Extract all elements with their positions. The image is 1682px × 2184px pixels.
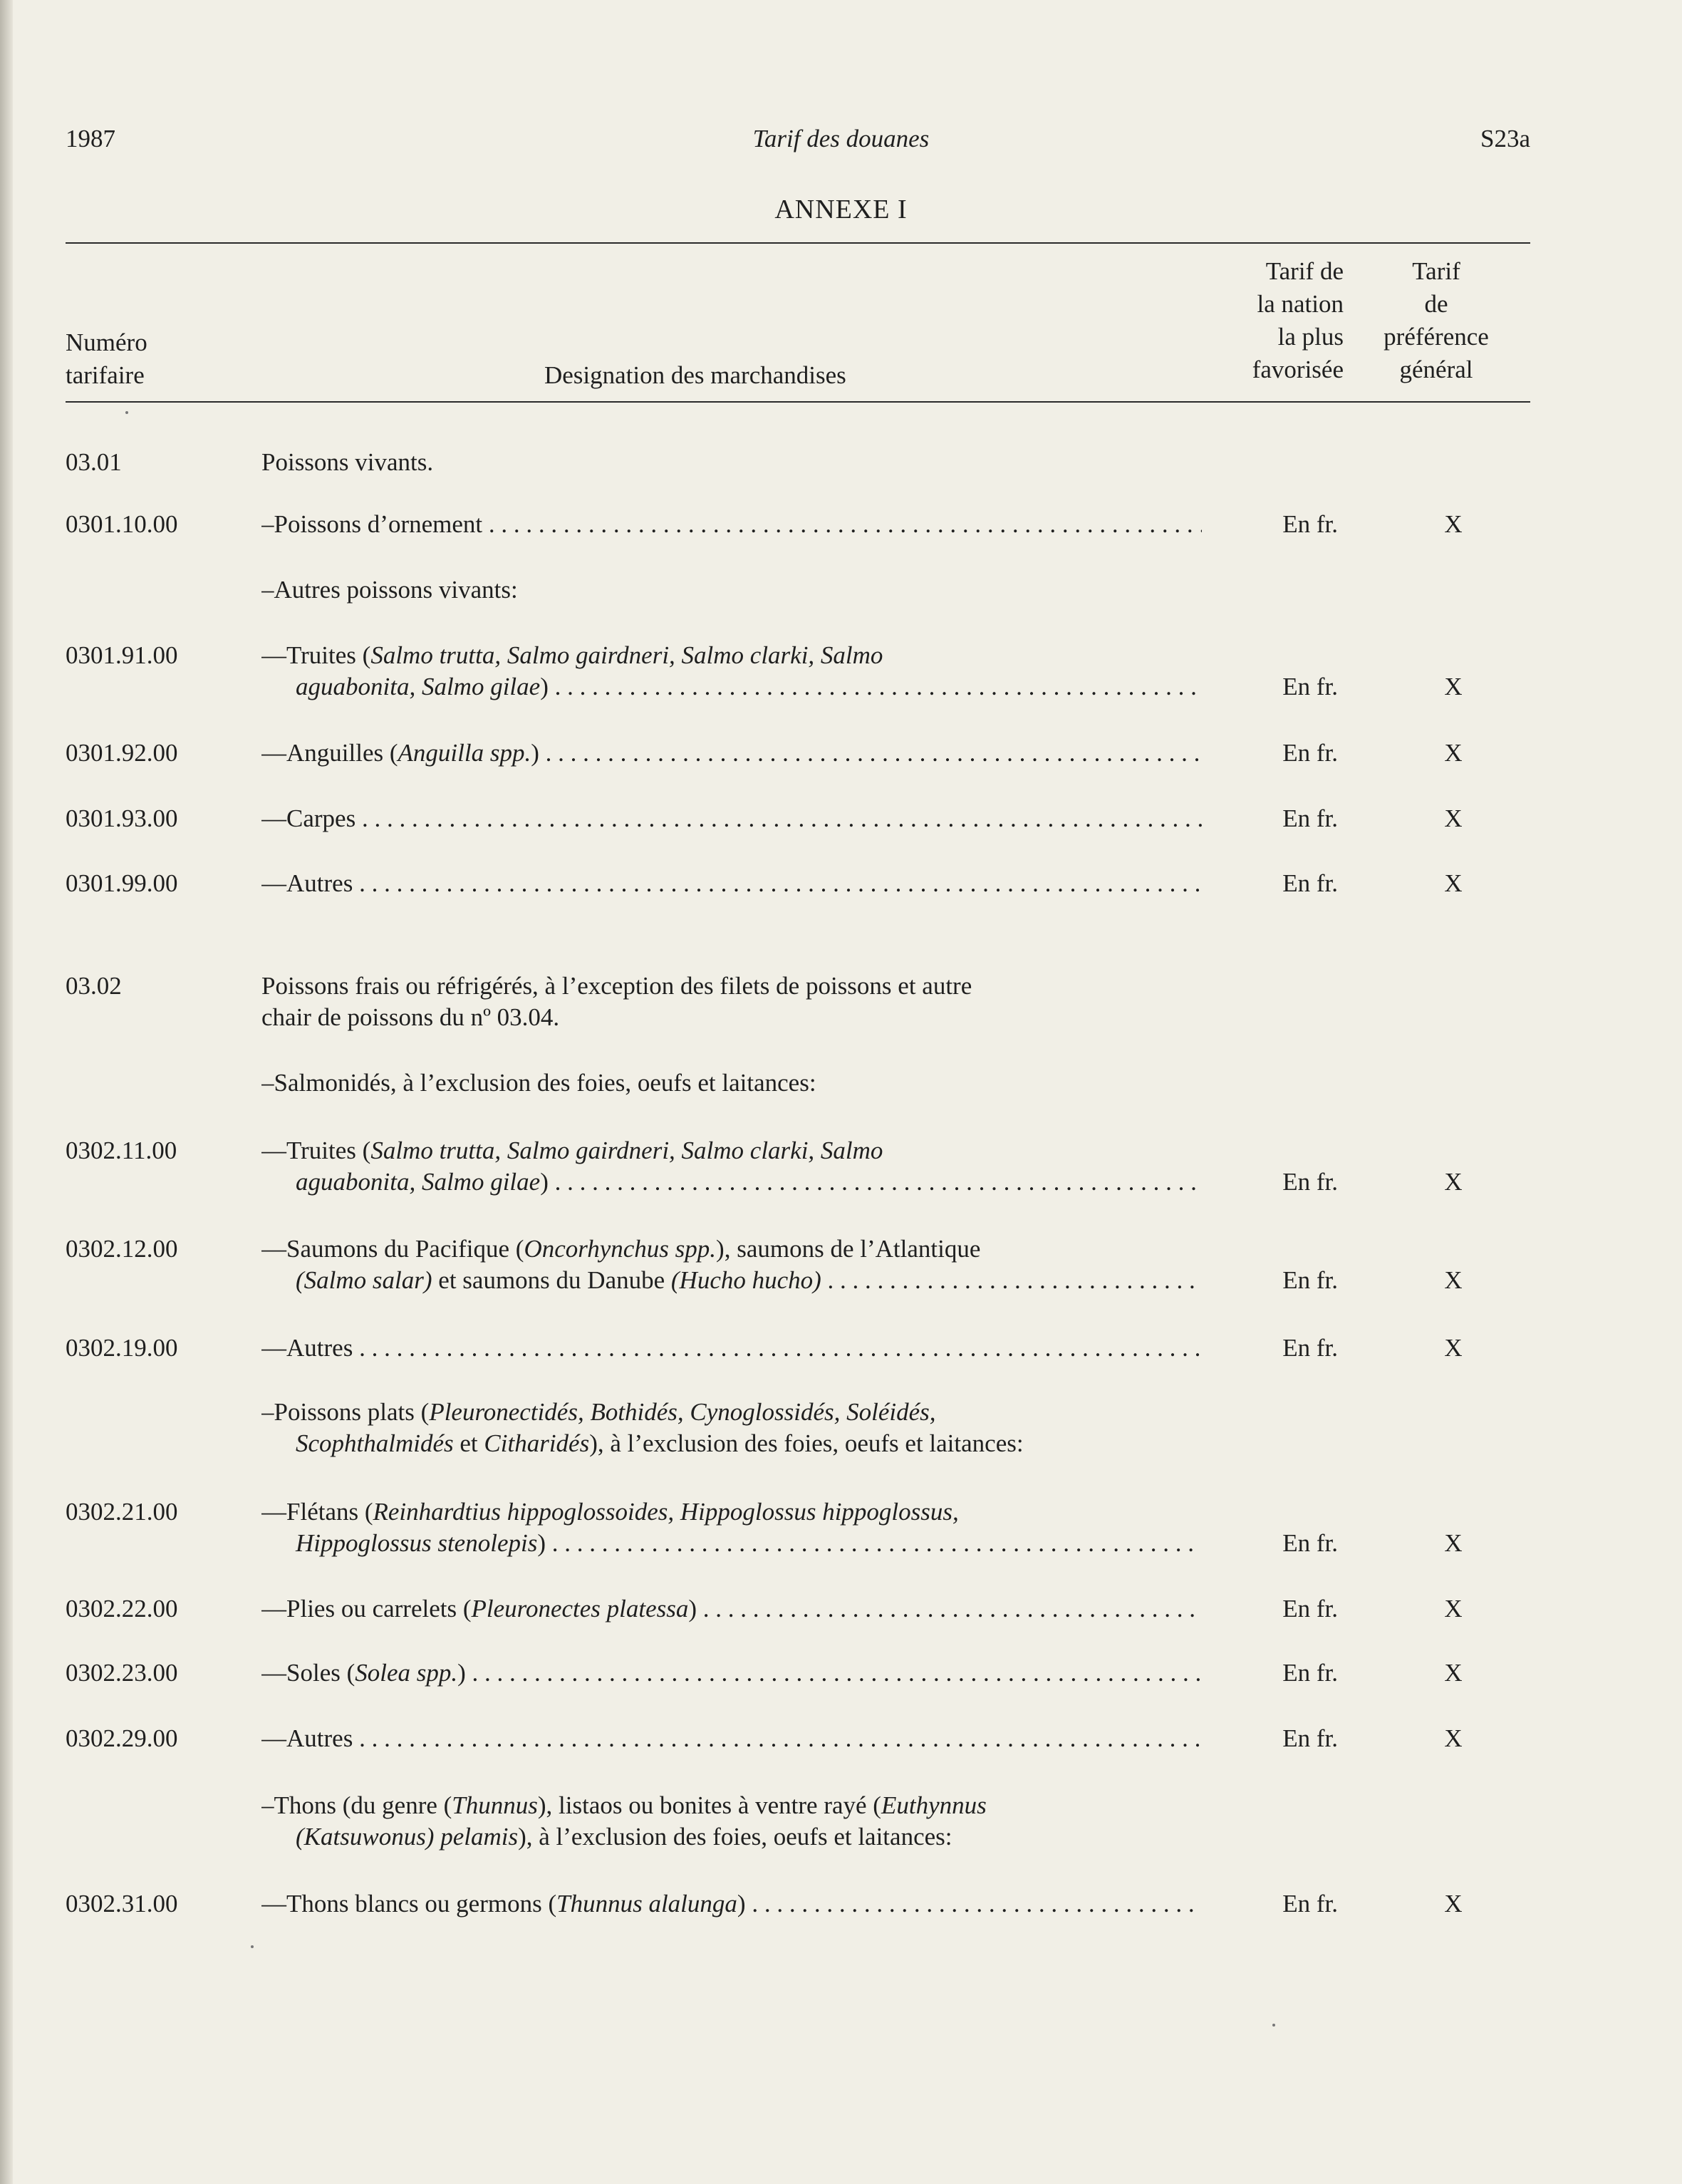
tariff-description: —Soles (Solea spp.) . . . [261, 1657, 1202, 1689]
gpt-rate: X [1444, 1266, 1463, 1294]
column-header-designation: Designation des marchandises [544, 361, 846, 389]
tariff-code: 0302.12.00 [66, 1235, 178, 1263]
tariff-code: 0302.31.00 [66, 1890, 178, 1918]
annex-title: ANNEXE I [774, 195, 908, 224]
gpt-rate: X [1444, 804, 1463, 832]
page-binding-edge [0, 0, 13, 2184]
tariff-code: 0301.91.00 [66, 641, 178, 669]
tariff-code: 0301.99.00 [66, 869, 178, 897]
tariff-description: —Thons blancs ou germons (Thunnus alalunga) . . . [261, 1888, 1202, 1920]
tariff-description: —Flétans (Reinhardtius hippoglossoides, Hippoglossus hippoglossus, Hippoglossus stenolepis) . . . [261, 1496, 1202, 1559]
mfn-rate: En fr. [1282, 1334, 1338, 1362]
tariff-code: 0301.10.00 [66, 510, 178, 538]
tariff-description: —Autres . . . [261, 868, 1202, 899]
mfn-rate: En fr. [1282, 739, 1338, 767]
tariff-code: 0302.29.00 [66, 1724, 178, 1752]
gpt-rate: X [1444, 1724, 1463, 1752]
tariff-description: Poissons vivants. [261, 448, 434, 476]
tariff-code: 0302.21.00 [66, 1498, 178, 1526]
gpt-rate: X [1444, 1595, 1463, 1623]
gpt-rate: X [1444, 1529, 1463, 1557]
paper-speck [251, 1945, 254, 1948]
gpt-rate: X [1444, 1659, 1463, 1687]
tariff-code: 0302.19.00 [66, 1334, 178, 1362]
top-rule [66, 242, 1530, 244]
gpt-rate: X [1444, 510, 1463, 538]
tariff-description: –Poissons plats (Pleuronectidés, Bothidés, Cynoglossidés, Soléidés, Scophthalmidés et Citharidés), à l’exclusion des foies, oeufs et laitances: [261, 1398, 1024, 1457]
header-year: 1987 [66, 125, 115, 152]
paper-speck [1272, 2024, 1275, 2027]
tariff-description: —Autres . . . [261, 1723, 1202, 1754]
column-header-gpt-tariff: Tarif de préférence général [1384, 257, 1489, 383]
tariff-description: –Poissons d’ornement . . . [261, 509, 1202, 540]
gpt-rate: X [1444, 739, 1463, 767]
gpt-rate: X [1444, 1334, 1463, 1362]
tariff-description: —Saumons du Pacifique (Oncorhynchus spp.), saumons de l’Atlantique (Salmo salar) et saumons du Danube (Hucho hucho) . . . [261, 1233, 1202, 1296]
mfn-rate: En fr. [1282, 1168, 1338, 1196]
tariff-description: –Autres poissons vivants: [261, 576, 518, 604]
gpt-rate: X [1444, 869, 1463, 897]
tariff-description: —Anguilles (Anguilla spp.) . . . [261, 738, 1202, 769]
tariff-code: 0302.11.00 [66, 1137, 177, 1164]
mfn-rate: En fr. [1282, 804, 1338, 832]
tariff-code: 03.02 [66, 972, 122, 1000]
mfn-rate: En fr. [1282, 1266, 1338, 1294]
tariff-code: 03.01 [66, 448, 122, 476]
tariff-description: —Truites (Salmo trutta, Salmo gairdneri, Salmo clarki, Salmo aguabonita, Salmo gilae) . . . [261, 640, 1202, 703]
header-rule [66, 401, 1530, 403]
mfn-rate: En fr. [1282, 673, 1338, 700]
tariff-description: —Plies ou carrelets (Pleuronectes platessa) . . . [261, 1593, 1202, 1625]
gpt-rate: X [1444, 1168, 1463, 1196]
mfn-rate: En fr. [1282, 1890, 1338, 1918]
column-header-number: Numéro tarifaire [66, 328, 147, 389]
tariff-description: —Truites (Salmo trutta, Salmo gairdneri, Salmo clarki, Salmo aguabonita, Salmo gilae) . . . [261, 1135, 1202, 1198]
header-title: Tarif des douanes [752, 125, 930, 152]
tariff-code: 0301.92.00 [66, 739, 178, 767]
tariff-code: 0302.23.00 [66, 1659, 178, 1687]
tariff-code: 0301.93.00 [66, 804, 178, 832]
gpt-rate: X [1444, 673, 1463, 700]
tariff-description: –Salmonidés, à l’exclusion des foies, oeufs et laitances: [261, 1069, 816, 1097]
column-header-mfn-tariff: Tarif de la nation la plus favorisée [1252, 257, 1344, 383]
mfn-rate: En fr. [1282, 1724, 1338, 1752]
tariff-description: –Thons (du genre (Thunnus), listaos ou bonites à ventre rayé (Euthynnus (Katsuwonus) pelamis), à l’exclusion des foies, oeufs et laitances: [261, 1791, 987, 1851]
mfn-rate: En fr. [1282, 869, 1338, 897]
mfn-rate: En fr. [1282, 1595, 1338, 1623]
tariff-description: —Autres . . . [261, 1332, 1202, 1364]
paper-speck [125, 411, 128, 414]
mfn-rate: En fr. [1282, 510, 1338, 538]
mfn-rate: En fr. [1282, 1529, 1338, 1557]
mfn-rate: En fr. [1282, 1659, 1338, 1687]
tariff-description: —Carpes . . . [261, 803, 1202, 834]
header-page-code: S23a [1480, 125, 1530, 152]
tariff-code: 0302.22.00 [66, 1595, 178, 1623]
gpt-rate: X [1444, 1890, 1463, 1918]
tariff-description: Poissons frais ou réfrigérés, à l’exception des filets de poissons et autre chair de poissons du nº 03.04. [261, 972, 972, 1031]
